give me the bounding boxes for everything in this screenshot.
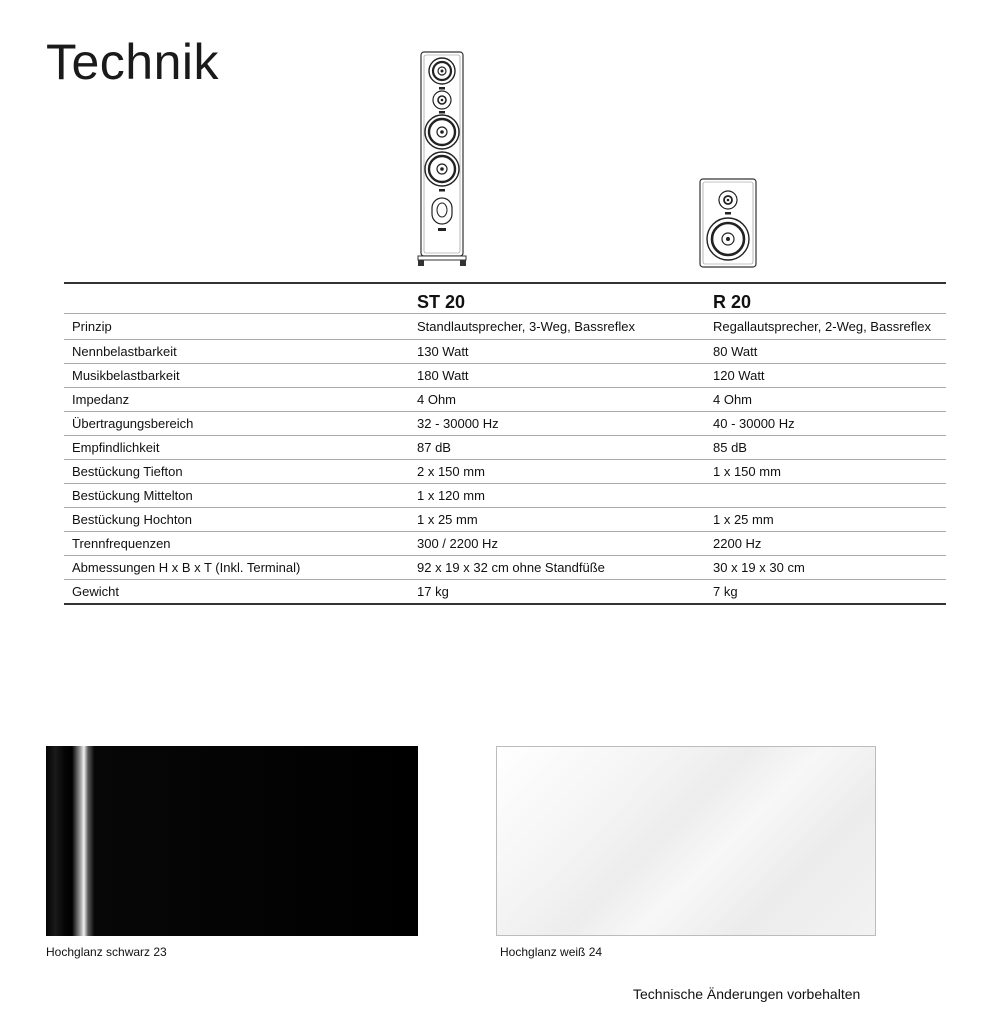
spec-value-st20: 300 / 2200 Hz — [409, 532, 705, 556]
table-row — [64, 556, 946, 580]
spec-label: Bestückung Hochton — [64, 508, 409, 532]
footer-note: Technische Änderungen vorbehalten — [633, 986, 861, 1002]
spec-label: Empfindlichkeit — [64, 436, 409, 460]
spec-value-r20: Regallautsprecher, 2-Weg, Bassreflex — [705, 314, 946, 340]
spec-label-header — [64, 283, 409, 314]
spec-label: Übertragungsbereich — [64, 412, 409, 436]
spec-value-st20: 2 x 150 mm — [409, 460, 705, 484]
table-row — [64, 340, 946, 364]
spec-label: Musikbelastbarkeit — [64, 364, 409, 388]
spec-label: Nennbelastbarkeit — [64, 340, 409, 364]
spec-value-r20: 2200 Hz — [705, 532, 946, 556]
spec-value-r20: 85 dB — [705, 436, 946, 460]
finish-caption-white: Hochglanz weiß 24 — [500, 945, 603, 959]
table-row — [64, 532, 946, 556]
spec-label: Bestückung Mittelton — [64, 484, 409, 508]
spec-header-row — [64, 283, 946, 314]
spec-value-r20: 80 Watt — [705, 340, 946, 364]
finish-caption-black: Hochglanz schwarz 23 — [46, 945, 167, 959]
spec-value-st20: 17 kg — [409, 580, 705, 605]
finish-swatch-white — [496, 746, 876, 936]
spec-value-r20: 7 kg — [705, 580, 946, 605]
spec-value-st20: Standlautsprecher, 3-Weg, Bassreflex — [409, 314, 705, 340]
st20-speaker-illustration — [412, 48, 472, 273]
model-r20-header: R 20 — [705, 283, 946, 314]
spec-value-st20: 32 - 30000 Hz — [409, 412, 705, 436]
table-row — [64, 580, 946, 605]
spec-label: Impedanz — [64, 388, 409, 412]
table-row — [64, 412, 946, 436]
spec-value-r20: 4 Ohm — [705, 388, 946, 412]
table-row — [64, 436, 946, 460]
spec-value-st20: 180 Watt — [409, 364, 705, 388]
table-row — [64, 314, 946, 340]
spec-value-st20: 130 Watt — [409, 340, 705, 364]
spec-value-r20 — [705, 484, 946, 508]
table-row — [64, 508, 946, 532]
finish-swatch-black — [46, 746, 418, 936]
r20-speaker-illustration — [697, 177, 759, 271]
spec-label: Prinzip — [64, 314, 409, 340]
spec-table — [64, 282, 946, 605]
spec-label: Bestückung Tiefton — [64, 460, 409, 484]
spec-value-st20: 92 x 19 x 32 cm ohne Standfüße — [409, 556, 705, 580]
spec-value-st20: 1 x 25 mm — [409, 508, 705, 532]
table-row — [64, 364, 946, 388]
spec-value-st20: 87 dB — [409, 436, 705, 460]
page-title: Technik — [46, 34, 220, 90]
spec-value-r20: 40 - 30000 Hz — [705, 412, 946, 436]
spec-value-r20: 120 Watt — [705, 364, 946, 388]
spec-value-r20: 1 x 150 mm — [705, 460, 946, 484]
model-st20-header: ST 20 — [409, 283, 705, 314]
spec-value-r20: 1 x 25 mm — [705, 508, 946, 532]
spec-value-st20: 1 x 120 mm — [409, 484, 705, 508]
table-row — [64, 484, 946, 508]
spec-label: Trennfrequenzen — [64, 532, 409, 556]
table-row — [64, 388, 946, 412]
spec-label: Abmessungen H x B x T (Inkl. Terminal) — [64, 556, 409, 580]
spec-value-st20: 4 Ohm — [409, 388, 705, 412]
spec-value-r20: 30 x 19 x 30 cm — [705, 556, 946, 580]
spec-label: Gewicht — [64, 580, 409, 605]
table-row — [64, 460, 946, 484]
